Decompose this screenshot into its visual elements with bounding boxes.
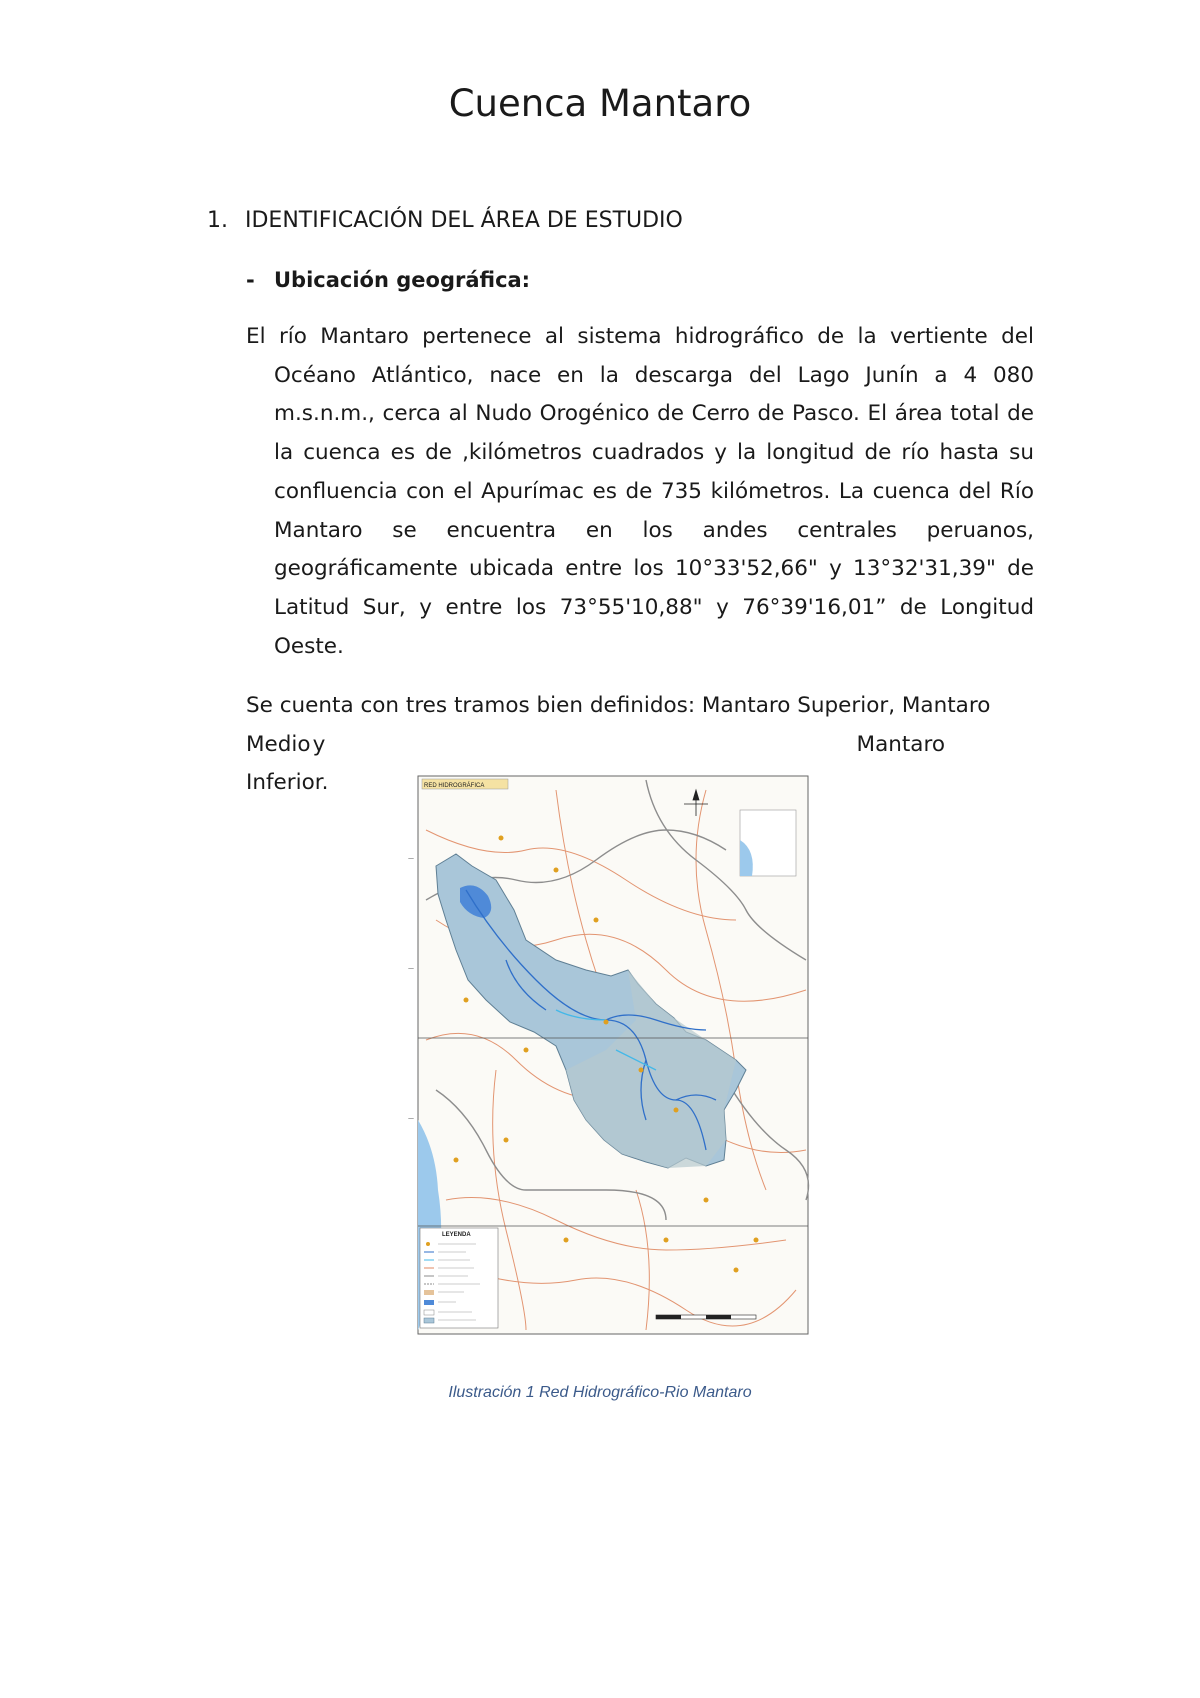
paragraph-location: El río Mantaro pertenece al sistema hidrográfico de la vertiente del Océano Atlántico, nace en la descarga del Lago Junín a 4 080 m.s.n.m., cerca al Nudo Orogénico de Cerro de Pasco. El área total de la cuenca es de ,kilómetros cuadrados y la longitud de río hasta su confluencia con el Apurímac es de 735 kilómetros. La cuenca del Río Mantaro se encuentra en los andes centrales peruanos, geográficamente ubicada entre los 10°33'52,66" y 13°32'31,39" de Latitud Sur, y entre los 73°55'10,88" y 76°39'16,01” de Longitud Oeste. bbox=[246, 324, 1034, 659]
subsection-heading-text: Ubicación geográfica: bbox=[274, 268, 531, 292]
paragraph-sections-line3: Inferior. bbox=[246, 770, 329, 796]
subsection-bullet: - bbox=[246, 268, 255, 292]
map-header-label: RED HIDROGRÁFICA bbox=[424, 783, 485, 789]
legend-title: LEYENDA bbox=[442, 1232, 471, 1238]
paragraph-sections-line2: Medio y Mantaro bbox=[274, 726, 945, 765]
word-mantaro: Mantaro bbox=[856, 731, 945, 757]
section-heading bbox=[207, 208, 683, 233]
subsection-heading bbox=[246, 268, 530, 292]
hydrographic-map-figure bbox=[406, 770, 817, 1347]
scale-bar bbox=[656, 1315, 756, 1319]
word-medio: Medio bbox=[246, 731, 311, 757]
svg-text:—: — bbox=[408, 965, 414, 972]
svg-text:—: — bbox=[408, 855, 414, 862]
svg-text:—: — bbox=[408, 1115, 414, 1122]
paragraph-sections-line1: Se cuenta con tres tramos bien definidos: Mantaro Superior, Mantaro bbox=[246, 693, 991, 718]
page-title: Cuenca Mantaro bbox=[448, 82, 752, 125]
section-heading-text: IDENTIFICACIÓN DEL ÁREA DE ESTUDIO bbox=[245, 208, 683, 233]
section-number: 1. bbox=[207, 208, 228, 233]
figure-caption: Ilustración 1 Red Hidrográfico-Rio Mantaro bbox=[448, 1384, 752, 1401]
